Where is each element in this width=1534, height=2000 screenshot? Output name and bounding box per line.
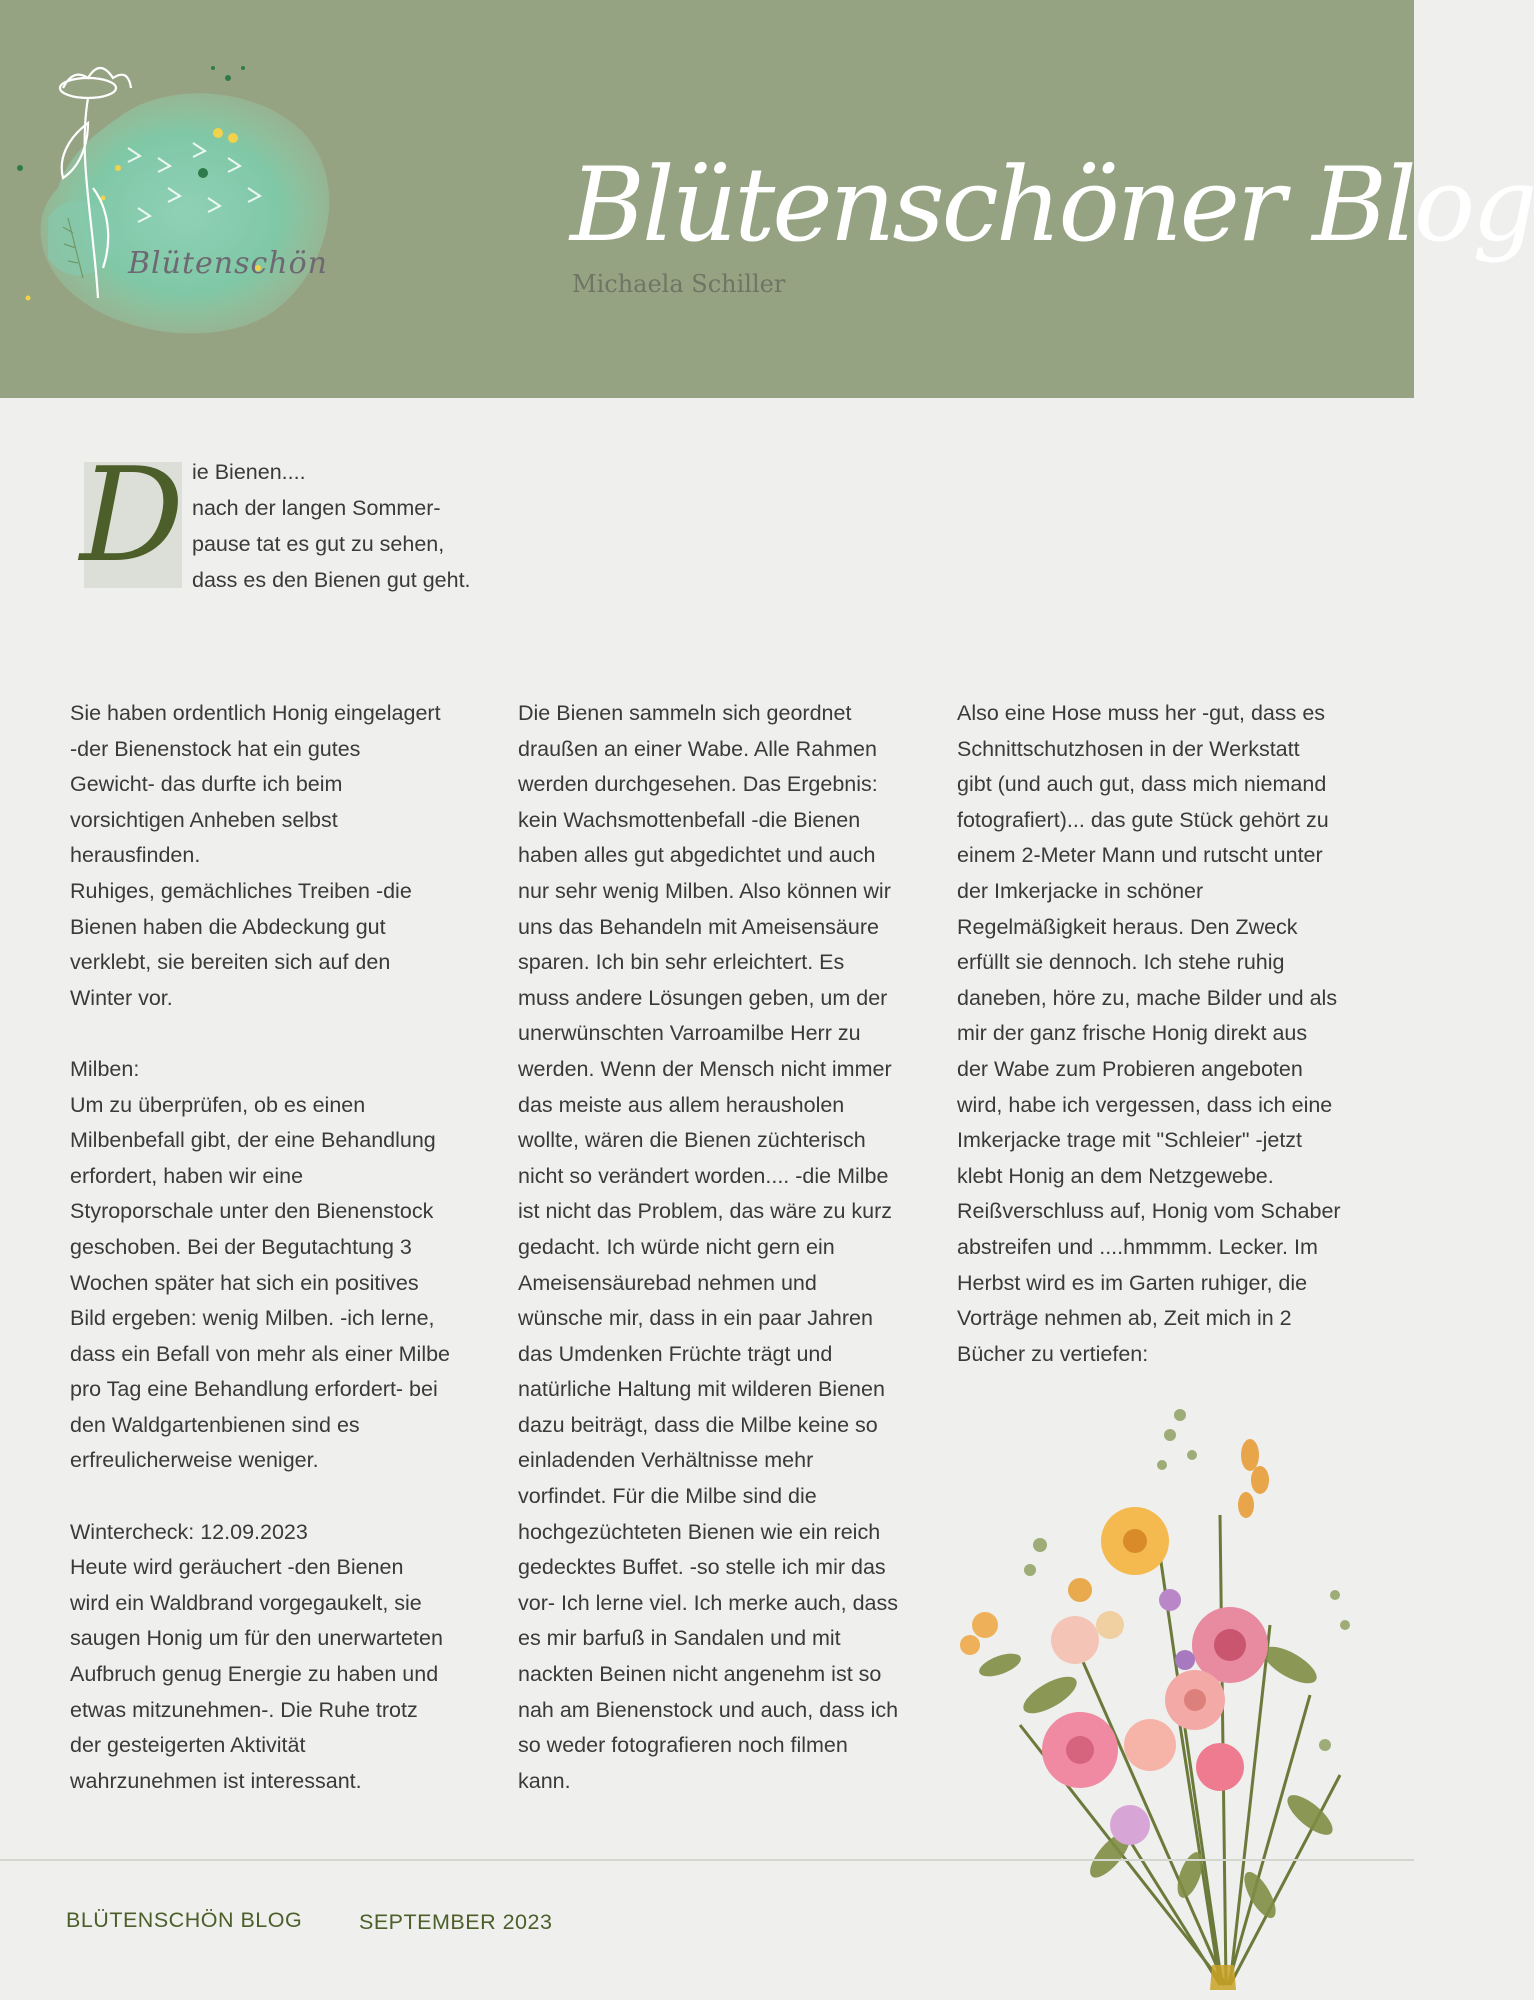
intro-paragraph: ie Bienen.... nach der langen Sommer- pause tat es gut zu sehen, dass es den Bienen gut geht. <box>192 460 471 592</box>
footer-date: SEPTEMBER 2023 <box>359 1910 553 1934</box>
blutenschon-logo <box>8 38 368 358</box>
footer-divider <box>0 1859 1414 1861</box>
drop-cap-letter: D <box>79 439 185 591</box>
article-column-2: Die Bienen sammeln sich geordnet draußen an einer Wabe. Alle Rahmen werden durchgesehen. Das Ergebnis: kein Wachsmottenbefall -die Bienen haben alles gut abgedichtet und auch nur sehr wenig Milben. Also können wir uns das Behandeln mit Ameisensäure sparen. Ich bin sehr erleichtert. Es muss andere Lösungen geben, um der unerwünschten Varroamilbe Herr zu werden. Wenn der Mensch nicht immer das meiste aus allem herausholen wollte, wären die Bienen züchterisch nicht so verändert worden.... -die Milbe ist nicht das Problem, das wäre zu kurz gedacht. Ich würde nicht gern ein Ameisensäurebad nehmen und wünsche mir, dass in ein paar Jahren das Umdenken Früchte trägt und natürliche Haltung mit wilderen Bienen dazu beiträgt, dass die Milbe keine so einladenden Verhältnisse mehr vorfindet. Für die Milbe sind die hochgezüchteten Bienen wie ein reich gedecktes Buffet. -so stelle ich mir das vor- Ich lerne viel. Ich merke auch, dass es mir barfuß in Sandalen und mit nackten Beinen nicht angenehm ist so nah am Bienenstock und auch, dass ich so weder fotografieren noch filmen kann. <box>518 701 899 1793</box>
blog-title: Blütenschöner Blog <box>570 146 1534 265</box>
author-name: Michaela Schiller <box>572 270 786 298</box>
footer-blog-name: BLÜTENSCHÖN BLOG <box>66 1908 303 1932</box>
flower-bouquet-illustration <box>930 1395 1370 2000</box>
header-banner <box>0 0 1534 398</box>
article-column-3: Also eine Hose muss her -gut, dass es Schnittschutzhosen in der Werkstatt gibt (und auch gut, dass mich niemand fotografiert)... das gute Stück gehört zu einem 2-Meter Mann und rutscht unter der Imkerjacke in schöner Regelmäßigkeit heraus. Den Zweck erfüllt sie dennoch. Ich stehe ruhig daneben, höre zu, mache Bilder und als mir der ganz frische Honig direkt aus der Wabe zum Probieren angeboten wird, habe ich vergessen, dass ich eine Imkerjacke trage mit "Schleier" -jetzt klebt Honig an dem Netzgewebe. Reißverschluss auf, Honig vom Schaber abstreifen und ....hmmmm. Lecker. Im Herbst wird es im Garten ruhiger, die Vorträge nehmen ab, Zeit mich in 2 Bücher zu vertiefen: <box>957 701 1341 1366</box>
article-column-1: Sie haben ordentlich Honig eingelagert -der Bienenstock hat ein gutes Gewicht- das durfte ich beim vorsichtigen Anheben selbst herausfinden. Ruhiges, gemächliches Treiben -die Bienen haben die Abdeckung gut verklebt, sie bereiten sich auf den Winter vor. Milben: Um zu überprüfen, ob es einen Milbenbefall gibt, der eine Behandlung erfordert, haben wir eine Styroporschale unter den Bienenstock geschoben. Bei der Begutachtung 3 Wochen später hat sich ein positives Bild ergeben: wenig Milben. -ich lerne, dass ein Befall von mehr als einer Milbe pro Tag eine Behandlung erfordert- bei den Waldgartenbienen sind es erfreulicherweise weniger. Wintercheck: 12.09.2023 Heute wird geräuchert -den Bienen wird ein Waldbrand vorgegaukelt, sie saugen Honig um für den unerwarteten Aufbruch genug Energie zu haben und etwas mitzunehmen-. Die Ruhe trotz der gesteigerten Aktivität wahrzunehmen ist interessant. <box>70 701 451 1793</box>
logo-text: Blütenschön <box>128 246 328 281</box>
